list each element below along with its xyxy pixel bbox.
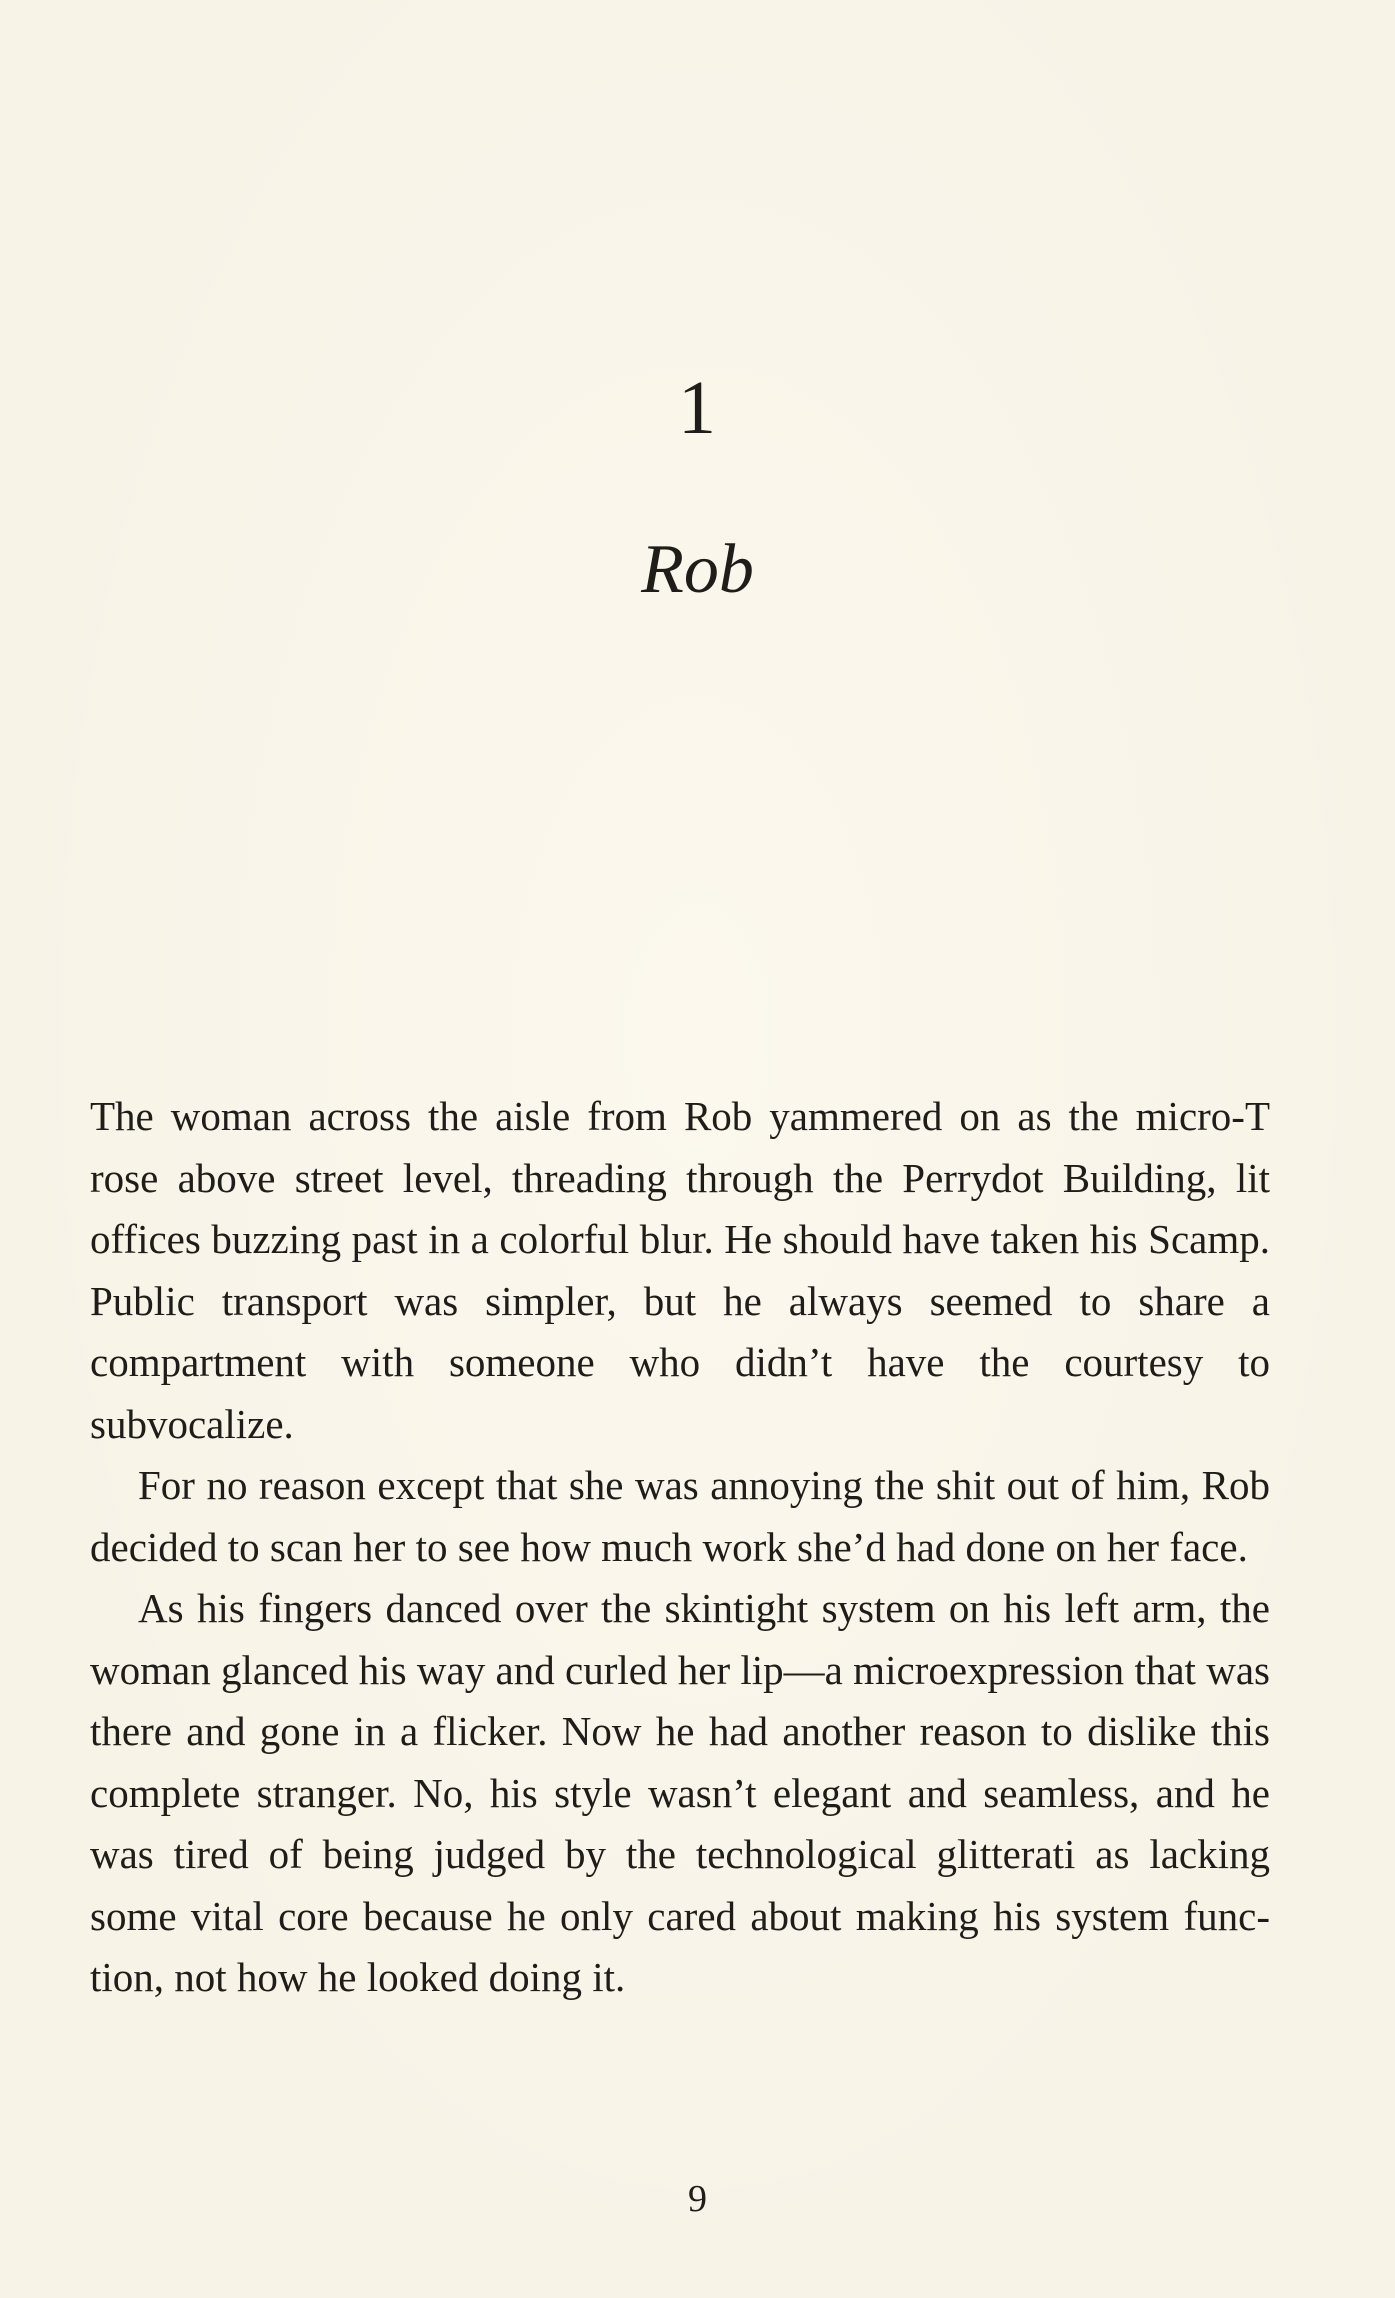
page-number: 9: [688, 2178, 707, 2220]
paragraph-1: The woman across the aisle from Rob yammered on as the micro-T rose above street level, threading through the Perrydot Building, lit offices buzzing past in a colorful blur. He should have taken his Scamp. Public transport was simpler, but he always seemed to share a compartment with someone who didn’t have the courtesy to subvocalize.: [90, 1093, 1270, 1447]
paragraph-2: For no reason except that she was annoying the shit out of him, Rob decided to scan her to see how much work she’d had done on her face.: [90, 1462, 1270, 1570]
chapter-number: 1: [678, 366, 717, 450]
body-text: [90, 1086, 1270, 2009]
chapter-title: Rob: [641, 531, 754, 608]
paragraph-3: As his fingers danced over the skintight system on his left arm, the woman glanced his way and curled her lip—a microexpression that was there and gone in a flicker. Now he had another reason to dislike this complete stranger. No, his style wasn’t elegant and seamless, and he was tired of being judged by the technological glitterati as lacking some vital core because he only cared about making his system function, not how he looked doing it.: [90, 1585, 1270, 2000]
